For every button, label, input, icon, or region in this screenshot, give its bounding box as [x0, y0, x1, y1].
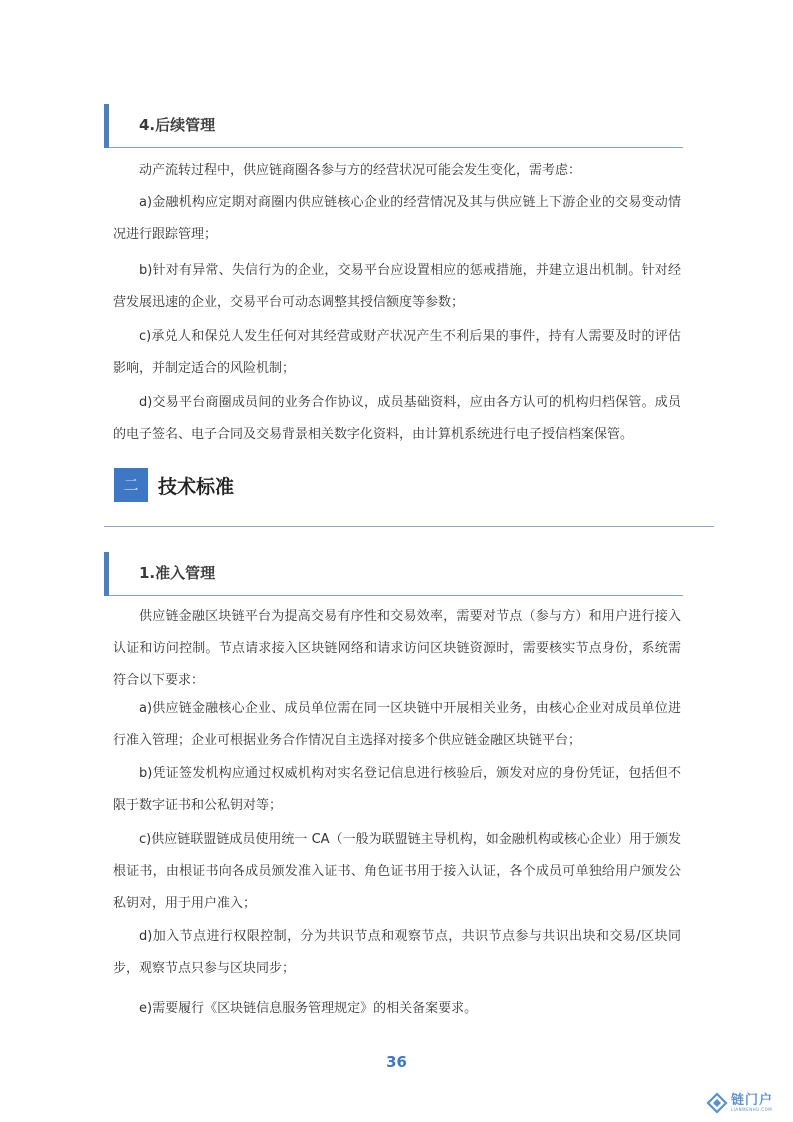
chapter-title: 技术标准 [158, 476, 235, 498]
paragraph: e)需要履行《区块链信息服务管理规定》的相关备案要求。 [139, 1001, 478, 1016]
section-heading-underline [109, 147, 683, 148]
chapter-divider [104, 526, 714, 527]
paragraph: c)供应链联盟链成员使用统一 CA（一般为联盟链主导机构，如金融机构或核心企业）用于颁发根证书，由根证书向各成员颁发准入证书、角色证书用于接入认证，各个成员可单独给用户颁发公私钥对，用于用户准入； [113, 832, 681, 911]
paragraph: 供应链金融区块链平台为提高交易有序性和交易效率，需要对节点（参与方）和用户进行接入认证和访问控制。节点请求接入区块链网络和请求访问区块链资源时，需要核实节点身份，系统需符合以下要求： [113, 609, 681, 688]
paragraph: a)供应链金融核心企业、成员单位需在同一区块链中开展相关业务，由核心企业对成员单位进行准入管理；企业可根据业务合作情况自主选择对接多个供应链金融区块链平台； [113, 701, 681, 748]
section-heading-underline [109, 595, 683, 596]
paragraph: 动产流转过程中，供应链商圈各参与方的经营状况可能会发生变化，需考虑： [139, 163, 582, 178]
chain-logo-icon [706, 1092, 728, 1114]
paragraph: d)交易平台商圈成员间的业务合作协议，成员基础资料，应由各方认可的机构归档保管。成员的电子签名、电子合同及交易背景相关数字化资料，由计算机系统进行电子授信档案保管。 [113, 395, 681, 442]
paragraph: b)针对有异常、失信行为的企业，交易平台应设置相应的惩戒措施，并建立退出机制。针对经营发展迅速的企业，交易平台可动态调整其授信额度等参数； [113, 263, 681, 310]
brand-logo [706, 1090, 773, 1116]
section-heading-follow-up [104, 104, 216, 148]
chapter-number-badge: 二 [114, 468, 148, 502]
paragraph: b)凭证签发机构应通过权威机构对实名登记信息进行核验后，颁发对应的身份凭证，包括但不限于数字证书和公私钥对等； [113, 766, 681, 813]
paragraph: c)承兑人和保兑人发生任何对其经营或财产状况产生不利后果的事件，持有人需要及时的评估影响，并制定适合的风险机制； [113, 329, 681, 376]
section-heading-admission [104, 552, 216, 596]
logo-text: 链门户 [731, 1093, 774, 1108]
section-title: 1.准入管理 [139, 564, 216, 582]
page-number: 36 [386, 1053, 407, 1071]
logo-subtext: LIANMENHU.COM [731, 1107, 773, 1112]
paragraph: a)金融机构应定期对商圈内供应链核心企业的经营情况及其与供应链上下游企业的交易变动情况进行跟踪管理； [113, 195, 681, 242]
section-title: 4.后续管理 [139, 116, 216, 134]
paragraph: d)加入节点进行权限控制，分为共识节点和观察节点，共识节点参与共识出块和交易/区块同步，观察节点只参与区块同步； [113, 929, 681, 976]
